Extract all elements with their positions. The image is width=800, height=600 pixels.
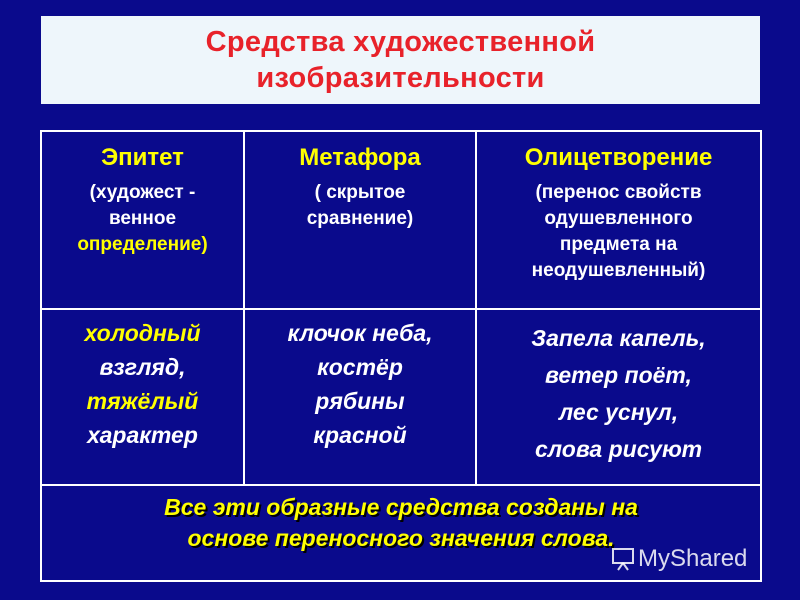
title-line-1: Средства художественной — [205, 26, 596, 58]
example-line: лес уснул, — [558, 399, 679, 425]
example-metaphor — [251, 316, 469, 452]
definition-metaphor — [251, 180, 469, 232]
definition-row — [41, 131, 761, 309]
example-line: Запела капель, — [531, 325, 706, 351]
definition-line: предмета на — [559, 234, 678, 255]
title-line-2: изобразительности — [256, 62, 545, 94]
title-box — [41, 16, 760, 104]
term-personification: Олицетворение — [524, 144, 713, 171]
cell-metaphor-example — [244, 309, 476, 485]
definition-line: одушевленного — [544, 208, 693, 229]
term-metaphor: Метафора — [299, 144, 421, 171]
cell-personification-definition — [476, 131, 761, 309]
example-line: ветер поёт, — [545, 362, 692, 388]
example-epithet — [48, 316, 237, 452]
cell-epithet-example — [41, 309, 244, 485]
term-epithet: Эпитет — [101, 144, 184, 171]
example-line: холодный — [84, 320, 201, 346]
definition-line: (художест - — [89, 182, 196, 203]
watermark — [610, 545, 747, 573]
presentation-icon — [610, 546, 636, 572]
comparison-table — [40, 130, 762, 582]
definition-personification — [483, 180, 754, 284]
summary-line-2: основе переносного значения слова. — [187, 525, 615, 551]
example-line: взгляд, — [99, 354, 186, 380]
example-row — [41, 309, 761, 485]
definition-line: определение) — [77, 234, 208, 255]
example-personification — [483, 320, 754, 468]
definition-line: (перенос свойств — [535, 182, 702, 203]
example-line: красной — [313, 422, 407, 448]
cell-epithet-definition — [41, 131, 244, 309]
example-line: рябины — [315, 388, 405, 414]
summary-line-1: Все эти образные средства созданы на — [164, 494, 638, 520]
definition-epithet — [48, 180, 237, 258]
cell-personification-example — [476, 309, 761, 485]
watermark-text: MyShared — [638, 545, 748, 572]
example-line: тяжёлый — [86, 388, 199, 414]
definition-line: ( скрытое — [314, 182, 406, 203]
definition-line: неодушевленный) — [531, 260, 706, 281]
definition-line: сравнение) — [306, 208, 414, 229]
example-line: слова рисуют — [534, 436, 703, 462]
example-line: характер — [87, 422, 198, 448]
cell-metaphor-definition — [244, 131, 476, 309]
example-line: клочок неба, — [287, 320, 433, 346]
definition-line: венное — [108, 208, 177, 229]
example-line: костёр — [317, 354, 403, 380]
